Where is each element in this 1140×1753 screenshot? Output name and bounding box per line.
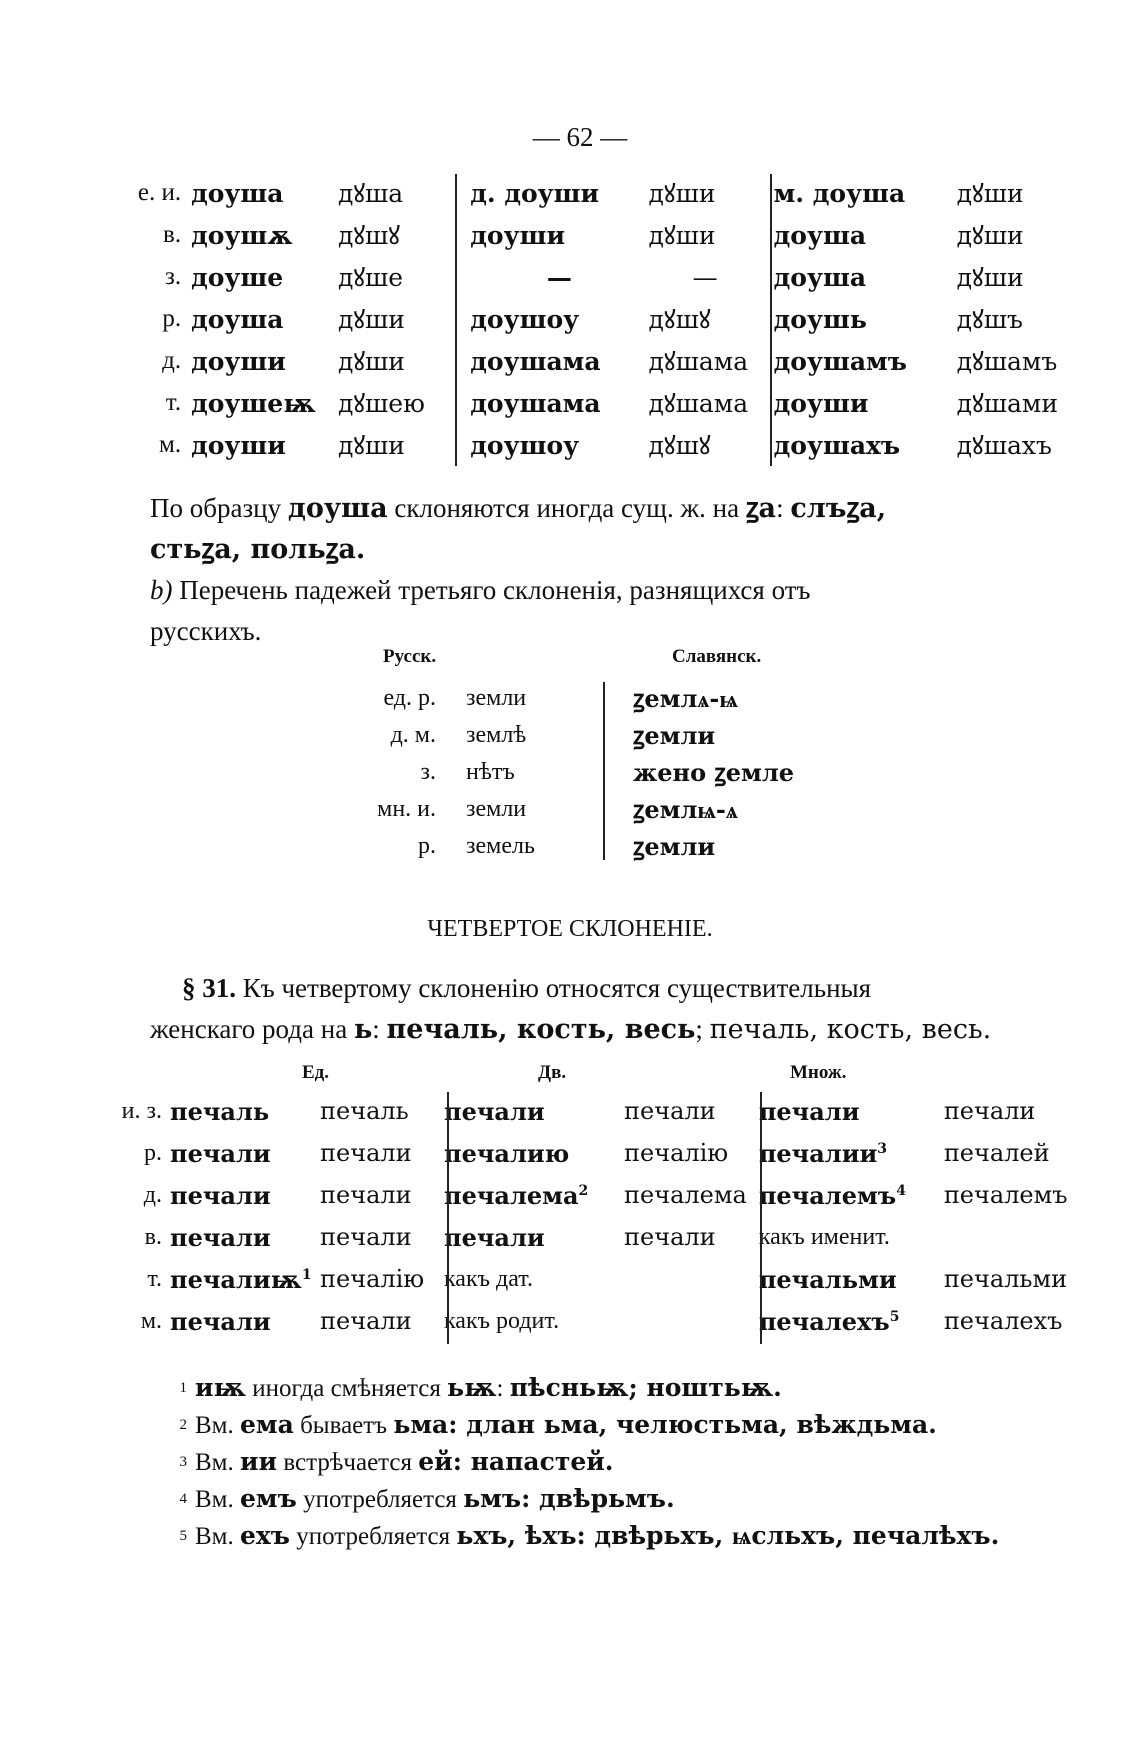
table-cell: печали [320, 1307, 412, 1335]
table-cell: ꙁемлѩ-ѧ [633, 795, 738, 824]
table-cell: дꙋшꙋ [648, 431, 711, 460]
table-cell: м. [140, 1307, 162, 1334]
table-row [110, 172, 1070, 214]
table-cell: доушь [773, 304, 867, 334]
table-cell: земель [466, 833, 535, 859]
table-cell: дꙋши [648, 179, 716, 208]
table-cell [944, 1216, 1068, 1258]
table-row [112, 1174, 1068, 1216]
table-row [112, 1258, 1068, 1300]
table-cell: печали [170, 1180, 271, 1210]
table-cell: печали [170, 1222, 271, 1252]
table-row [112, 1132, 1068, 1174]
table-row [110, 424, 1070, 466]
table-cell: печальми [943, 1265, 1068, 1293]
table-cell: доушама [470, 346, 601, 376]
footnotes [155, 1370, 1085, 1555]
declension-table-4-grid [112, 1090, 1068, 1342]
table-cell: дꙋшахъ [956, 431, 1052, 460]
comparison-table-grid [318, 680, 893, 865]
table-cell: доушоу [470, 430, 580, 460]
table-cell: и. з. [121, 1097, 162, 1124]
table-row [110, 256, 1070, 298]
table-row [318, 680, 893, 717]
table-cell: — [546, 262, 572, 292]
footnote: 5 Вм. ехъ употребляется ьхъ, ѣхъ: двѣрьхъ, ѩсльхъ, печалѣхъ. [179, 1521, 1000, 1550]
table-cell: печали [943, 1097, 1036, 1125]
table-cell: печали [170, 1306, 271, 1336]
paragraph-1: По образцу доуша склоняются иногда сущ. ж. на ꙁа: слъꙁа, стьꙁа, польꙁа. [150, 493, 887, 565]
table-cell: дꙋшъ [956, 305, 1023, 334]
table-cell: печали [320, 1181, 412, 1209]
table-cell: дꙋши [956, 179, 1024, 208]
table-cell: печалемъ [943, 1181, 1068, 1209]
table-row [318, 754, 893, 791]
declension-table-1 [110, 172, 1070, 466]
table-cell: доуша [191, 178, 284, 208]
table-cell: землѣ [466, 722, 527, 748]
table-cell: жено ꙁемле [633, 758, 795, 787]
table-cell: д. [162, 347, 182, 374]
table-cell: в. [163, 221, 182, 248]
table-row [318, 828, 893, 865]
table-cell: печалію [320, 1265, 425, 1293]
table-cell: доушоу [470, 304, 580, 334]
table-cell: печалии$^3$ [758, 1138, 888, 1168]
table-cell: печалема$^2$ [444, 1180, 589, 1210]
table-cell: печалиѭ$^1$ [170, 1264, 312, 1294]
declension-table-4 [112, 1090, 1068, 1342]
table-cell: дꙋшама [648, 347, 749, 376]
table-cell: земли [466, 796, 527, 822]
table-cell: печалехъ [943, 1307, 1063, 1335]
table-cell: доуша [773, 262, 867, 292]
table-cell: доуша [191, 304, 284, 334]
table-cell: — [692, 262, 718, 292]
table-cell: ꙁемлѧ-ѩ [633, 684, 738, 713]
table-cell: печалемъ$^4$ [758, 1180, 906, 1210]
table-cell: печаль [320, 1097, 409, 1125]
table-cell: доушама [470, 388, 601, 418]
table-cell: печали [624, 1097, 716, 1125]
table-cell: печали [320, 1139, 412, 1167]
table-cell: дꙋши [337, 431, 405, 460]
table-cell: ед. р. [383, 685, 436, 711]
table-cell: доуши [191, 346, 286, 376]
table-cell: какъ дат. [444, 1265, 533, 1292]
table-cell: д. доуши [470, 178, 600, 208]
table-cell: печали [444, 1222, 545, 1252]
table-cell: печали [758, 1096, 860, 1126]
table-cell: доушахъ [773, 430, 901, 460]
table-cell: печалема [624, 1181, 747, 1209]
table-cell: печальми [758, 1264, 897, 1294]
table-cell: печали [444, 1096, 545, 1126]
column-divider [455, 174, 457, 466]
table-cell: т. [147, 1265, 162, 1292]
table-row [110, 340, 1070, 382]
table-cell: печалехъ$^5$ [758, 1306, 900, 1336]
table-cell: печали [320, 1223, 412, 1251]
table-cell: доушеѭ [191, 388, 316, 418]
table-cell: р. [418, 833, 436, 859]
table-cell: д. м. [390, 722, 436, 748]
table-cell: мн. и. [377, 796, 436, 822]
table-cell: какъ родит. [444, 1307, 560, 1334]
table-row [318, 717, 893, 754]
table-row [318, 791, 893, 828]
table-cell: дꙋшꙋ [648, 305, 711, 334]
paragraph-3: § 31. Къ четвертому склоненію относятся существительныя женскаго рода на ь: печаль, кость, весь; печаль, кость, весь. [150, 973, 992, 1045]
table-cell: дꙋши [337, 305, 405, 334]
table-cell: дꙋши [956, 221, 1024, 250]
table-cell: м. доуша [773, 178, 906, 208]
header-plural: Множ. [790, 1062, 847, 1083]
table-cell: доуша [773, 220, 867, 250]
table-cell: доуши [773, 388, 869, 418]
table-row [110, 298, 1070, 340]
table-cell: доуше [191, 262, 284, 292]
table-cell: доушамъ [773, 346, 907, 376]
table-cell: р. [162, 305, 182, 332]
table-cell: дꙋшами [956, 389, 1058, 418]
table-row [112, 1300, 1068, 1342]
table-cell: в. [144, 1223, 162, 1250]
column-divider [603, 682, 605, 860]
column-divider [770, 174, 772, 466]
table-cell: з. [420, 759, 436, 785]
table-cell: дꙋшꙋ [337, 221, 401, 250]
table-cell: дꙋшама [648, 389, 749, 418]
table-cell: печали [624, 1223, 716, 1251]
table-cell: печалію [624, 1139, 729, 1167]
column-divider [760, 1092, 762, 1344]
footnote: 3 Вм. ии встрѣчается ей: напастей. [179, 1447, 614, 1476]
table-row [110, 214, 1070, 256]
table-cell: печалей [943, 1139, 1050, 1167]
page-number: — 62 — [532, 122, 628, 152]
table-cell: м. [159, 431, 182, 458]
table-cell: дꙋша [337, 179, 404, 208]
table-cell: доушѫ [191, 220, 293, 250]
table-cell: печали [170, 1138, 271, 1168]
table-cell [624, 1300, 747, 1342]
table-cell: доуши [470, 220, 566, 250]
declension-table-1-grid [110, 172, 1070, 466]
table-cell: д. [143, 1181, 162, 1208]
table-cell: дꙋши [337, 347, 405, 376]
table-cell: земли [466, 685, 527, 711]
table-cell: дꙋшею [337, 389, 425, 418]
table-cell: печаль [170, 1096, 270, 1126]
table-cell: дꙋше [337, 263, 404, 292]
table-cell: какъ именит. [758, 1223, 890, 1250]
header-dual: Дв. [538, 1062, 567, 1083]
table-cell: дꙋши [956, 263, 1024, 292]
column-divider [447, 1092, 449, 1344]
table-cell: дꙋши [648, 221, 716, 250]
table-cell: нѣтъ [466, 759, 515, 785]
footnote: 1 иѭ иногда смѣняется ьѭ: пѣсньѭ; ноштьѭ. [179, 1373, 782, 1402]
comparison-table [318, 680, 893, 865]
footnote: 4 Вм. емъ употребляется ьмъ: двѣрьмъ. [179, 1484, 675, 1513]
table-row [110, 382, 1070, 424]
footnote: 2 Вм. ема бываетъ ьма: длан ьма, челюстьма, вѣждьма. [179, 1410, 937, 1439]
table-row [112, 1090, 1068, 1132]
table-cell: доуши [191, 430, 286, 460]
table-cell: р. [144, 1139, 162, 1166]
table-cell: ꙁемли [633, 721, 716, 750]
table-row [112, 1216, 1068, 1258]
table-cell: е. и. [137, 179, 182, 206]
table-cell: ꙁемли [633, 832, 716, 861]
table-cell [624, 1258, 747, 1300]
table-cell: з. [164, 263, 182, 290]
section-heading: ЧЕТВЕРТОЕ СКЛОНЕНІЕ. [427, 916, 713, 942]
header-slavonic: Славянск. [672, 646, 762, 667]
paragraph-2: b) Перечень падежей третьяго склоненія, разнящихся отъ русскихъ. [150, 575, 811, 646]
table-cell: дꙋшамъ [956, 347, 1058, 376]
header-russian: Русск. [383, 646, 437, 667]
header-singular: Ед. [302, 1062, 330, 1083]
table-cell: печалию [444, 1138, 570, 1168]
table-cell: т. [165, 389, 182, 416]
